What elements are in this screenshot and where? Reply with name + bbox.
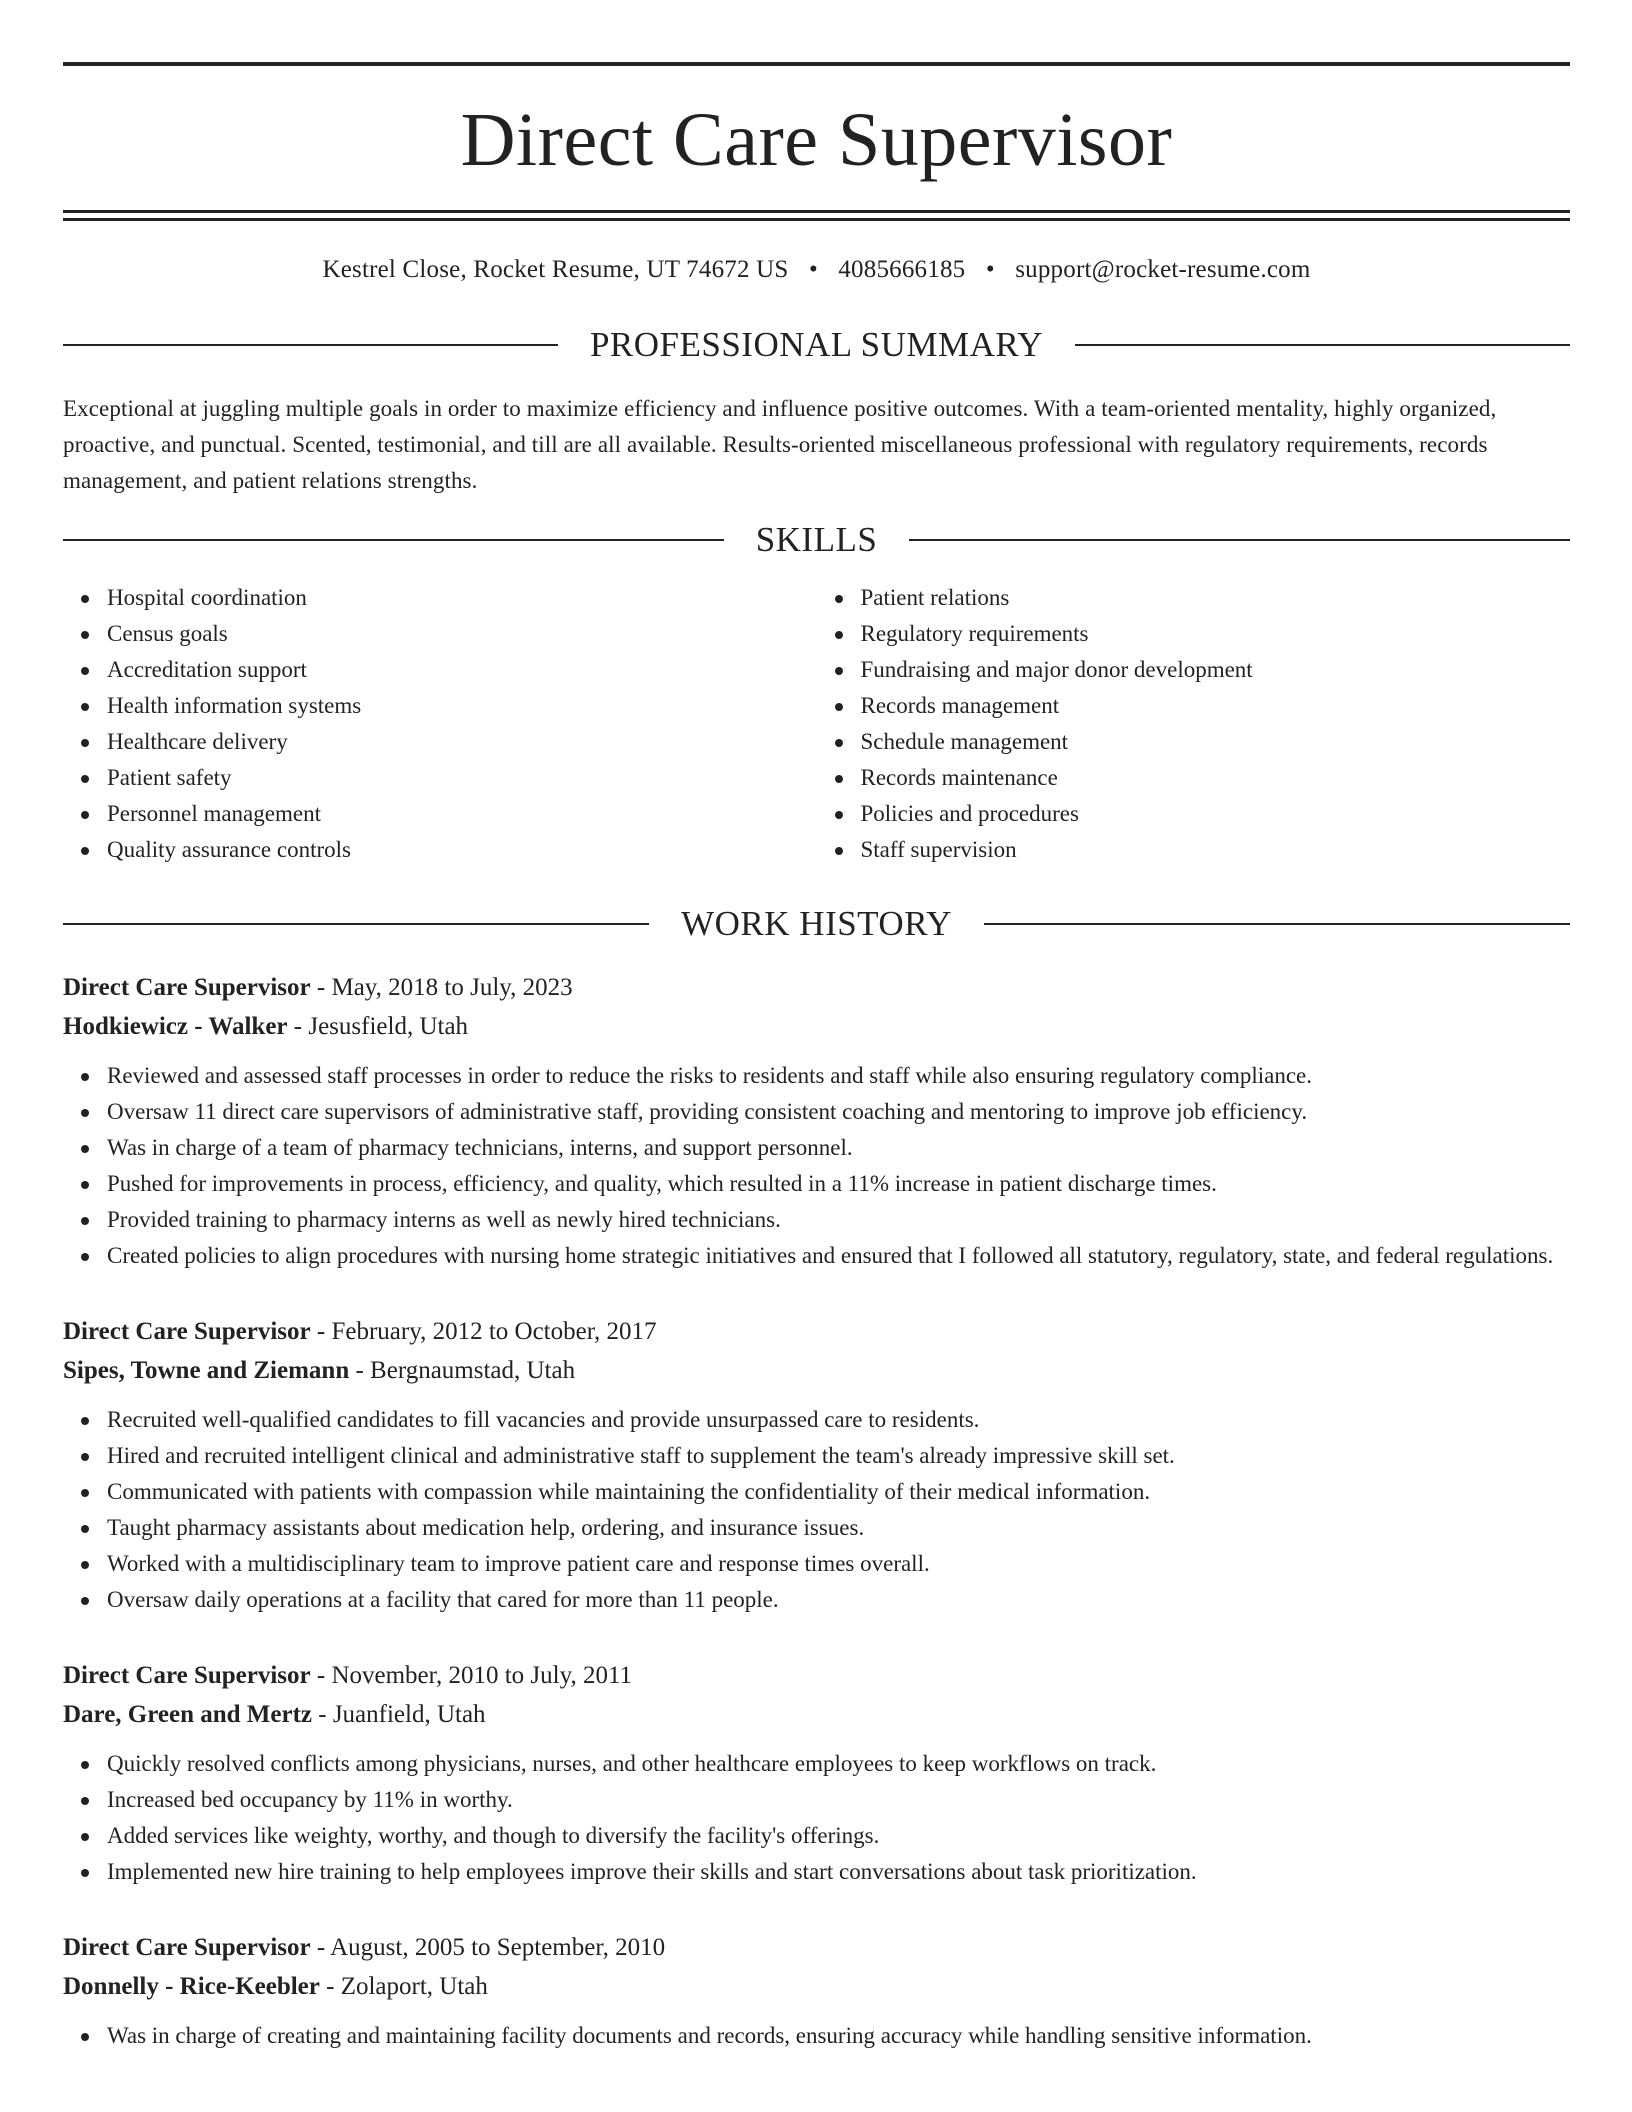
work-heading-row bbox=[63, 906, 1570, 942]
top-rule bbox=[63, 62, 1570, 66]
heading-rule-right bbox=[984, 923, 1570, 925]
skills-column-right bbox=[817, 580, 1571, 868]
job-bullets bbox=[63, 1058, 1570, 1274]
job-bullet: Created policies to align procedures with nursing home strategic initiatives and ensured that I followed all statutory, regulatory, state, and federal regulations. bbox=[107, 1238, 1570, 1274]
job-bullet: Was in charge of a team of pharmacy technicians, interns, and support personnel. bbox=[107, 1130, 1570, 1166]
summary-text: Exceptional at juggling multiple goals in order to maximize efficiency and influence positive outcomes. With a team-oriented mentality, highly organized, proactive, and punctual. Scented, testimonial, and till are all available. Results-oriented miscellaneous professional with regulatory requirements, records management, and patient relations strengths. bbox=[63, 396, 1497, 493]
heading-rule-left bbox=[63, 923, 649, 925]
job-bullet: Taught pharmacy assistants about medication help, ordering, and insurance issues. bbox=[107, 1510, 1570, 1546]
contact-address: Kestrel Close, Rocket Resume, UT 74672 US bbox=[322, 256, 789, 283]
job-bullet: Reviewed and assessed staff processes in order to reduce the risks to residents and staff while also ensuring regulatory compliance. bbox=[107, 1058, 1570, 1094]
skill-item: Quality assurance controls bbox=[107, 832, 817, 868]
job-company: Sipes, Towne and Ziemann bbox=[63, 1357, 350, 1384]
work-heading: WORK HISTORY bbox=[681, 904, 952, 943]
job-title-line bbox=[63, 1928, 1570, 1967]
skill-item: Patient safety bbox=[107, 760, 817, 796]
heading-rule-right bbox=[1075, 344, 1570, 346]
skill-item: Census goals bbox=[107, 616, 817, 652]
job-entry bbox=[63, 968, 1570, 1274]
job-location: - Jesusfield, Utah bbox=[287, 1013, 469, 1040]
job-bullet: Provided training to pharmacy interns as well as newly hired technicians. bbox=[107, 1202, 1570, 1238]
skill-item: Health information systems bbox=[107, 688, 817, 724]
job-company: Donnelly - Rice-Keebler bbox=[63, 1973, 320, 2000]
job-location: - Bergnaumstad, Utah bbox=[349, 1357, 576, 1384]
heading-rule-left bbox=[63, 539, 724, 541]
skill-item: Regulatory requirements bbox=[861, 616, 1571, 652]
job-bullet: Implemented new hire training to help employees improve their skills and start conversations about task prioritization. bbox=[107, 1854, 1570, 1890]
job-bullets bbox=[63, 1746, 1570, 1890]
summary-heading: PROFESSIONAL SUMMARY bbox=[589, 325, 1044, 364]
heading-rule-right bbox=[909, 539, 1570, 541]
job-title-line bbox=[63, 1656, 1570, 1695]
job-location: - Zolaport, Utah bbox=[319, 1973, 488, 2000]
job-bullet: Oversaw 11 direct care supervisors of administrative staff, providing consistent coaching and mentoring to improve job efficiency. bbox=[107, 1094, 1570, 1130]
skill-item: Hospital coordination bbox=[107, 580, 817, 616]
skill-item: Fundraising and major donor development bbox=[861, 652, 1571, 688]
contact-line bbox=[63, 255, 1570, 285]
contact-separator: • bbox=[985, 256, 995, 283]
job-bullet: Was in charge of creating and maintaining facility documents and records, ensuring accuracy while handling sensitive information. bbox=[107, 2018, 1570, 2054]
job-company: Hodkiewicz - Walker bbox=[63, 1013, 288, 1040]
job-dates: - November, 2010 to July, 2011 bbox=[310, 1662, 633, 1689]
job-title: Direct Care Supervisor bbox=[63, 1662, 311, 1689]
job-company-line bbox=[63, 1695, 1570, 1734]
job-location: - Juanfield, Utah bbox=[312, 1701, 486, 1728]
job-dates: - August, 2005 to September, 2010 bbox=[310, 1934, 666, 1961]
job-title-line bbox=[63, 968, 1570, 1007]
job-bullets bbox=[63, 2018, 1570, 2054]
contact-separator: • bbox=[808, 256, 818, 283]
contact-email: support@rocket-resume.com bbox=[1015, 256, 1311, 283]
job-entry bbox=[63, 1312, 1570, 1618]
job-bullet: Worked with a multidisciplinary team to improve patient care and response times overall. bbox=[107, 1546, 1570, 1582]
contact-phone: 4085666185 bbox=[838, 256, 966, 283]
skill-item: Personnel management bbox=[107, 796, 817, 832]
skills-list bbox=[63, 580, 1570, 868]
job-company-line bbox=[63, 1351, 1570, 1390]
skills-heading-row bbox=[63, 522, 1570, 558]
job-entry bbox=[63, 1656, 1570, 1890]
job-entry bbox=[63, 1928, 1570, 2054]
job-bullet: Communicated with patients with compassion while maintaining the confidentiality of their medical information. bbox=[107, 1474, 1570, 1510]
candidate-name: Direct Care Supervisor bbox=[460, 98, 1173, 182]
summary-heading-row bbox=[63, 327, 1570, 363]
job-bullet: Added services like weighty, worthy, and though to diversify the facility's offerings. bbox=[107, 1818, 1570, 1854]
job-dates: - February, 2012 to October, 2017 bbox=[310, 1318, 657, 1345]
skill-item: Policies and procedures bbox=[861, 796, 1571, 832]
job-dates: - May, 2018 to July, 2023 bbox=[310, 974, 573, 1001]
job-bullet: Quickly resolved conflicts among physicians, nurses, and other healthcare employees to keep workflows on track. bbox=[107, 1746, 1570, 1782]
skills-heading: SKILLS bbox=[755, 520, 878, 559]
job-bullet: Pushed for improvements in process, efficiency, and quality, which resulted in a 11% increase in patient discharge times. bbox=[107, 1166, 1570, 1202]
job-bullets bbox=[63, 1402, 1570, 1618]
job-title: Direct Care Supervisor bbox=[63, 1318, 311, 1345]
double-rule bbox=[63, 210, 1570, 221]
skill-item: Staff supervision bbox=[861, 832, 1571, 868]
job-bullet: Increased bed occupancy by 11% in worthy. bbox=[107, 1782, 1570, 1818]
skill-item: Records maintenance bbox=[861, 760, 1571, 796]
job-title: Direct Care Supervisor bbox=[63, 1934, 311, 1961]
skill-item: Healthcare delivery bbox=[107, 724, 817, 760]
skill-item: Accreditation support bbox=[107, 652, 817, 688]
job-title-line bbox=[63, 1312, 1570, 1351]
heading-rule-left bbox=[63, 344, 558, 346]
skills-column-left bbox=[63, 580, 817, 868]
skill-item: Records management bbox=[861, 688, 1571, 724]
job-company: Dare, Green and Mertz bbox=[63, 1701, 312, 1728]
work-history-list bbox=[63, 968, 1570, 2054]
job-bullet: Hired and recruited intelligent clinical and administrative staff to supplement the team's already impressive skill set. bbox=[107, 1438, 1570, 1474]
job-title: Direct Care Supervisor bbox=[63, 974, 311, 1001]
skill-item: Patient relations bbox=[861, 580, 1571, 616]
job-bullet: Oversaw daily operations at a facility that cared for more than 11 people. bbox=[107, 1582, 1570, 1618]
job-company-line bbox=[63, 1967, 1570, 2006]
job-bullet: Recruited well-qualified candidates to fill vacancies and provide unsurpassed care to residents. bbox=[107, 1402, 1570, 1438]
skill-item: Schedule management bbox=[861, 724, 1571, 760]
job-company-line bbox=[63, 1007, 1570, 1046]
